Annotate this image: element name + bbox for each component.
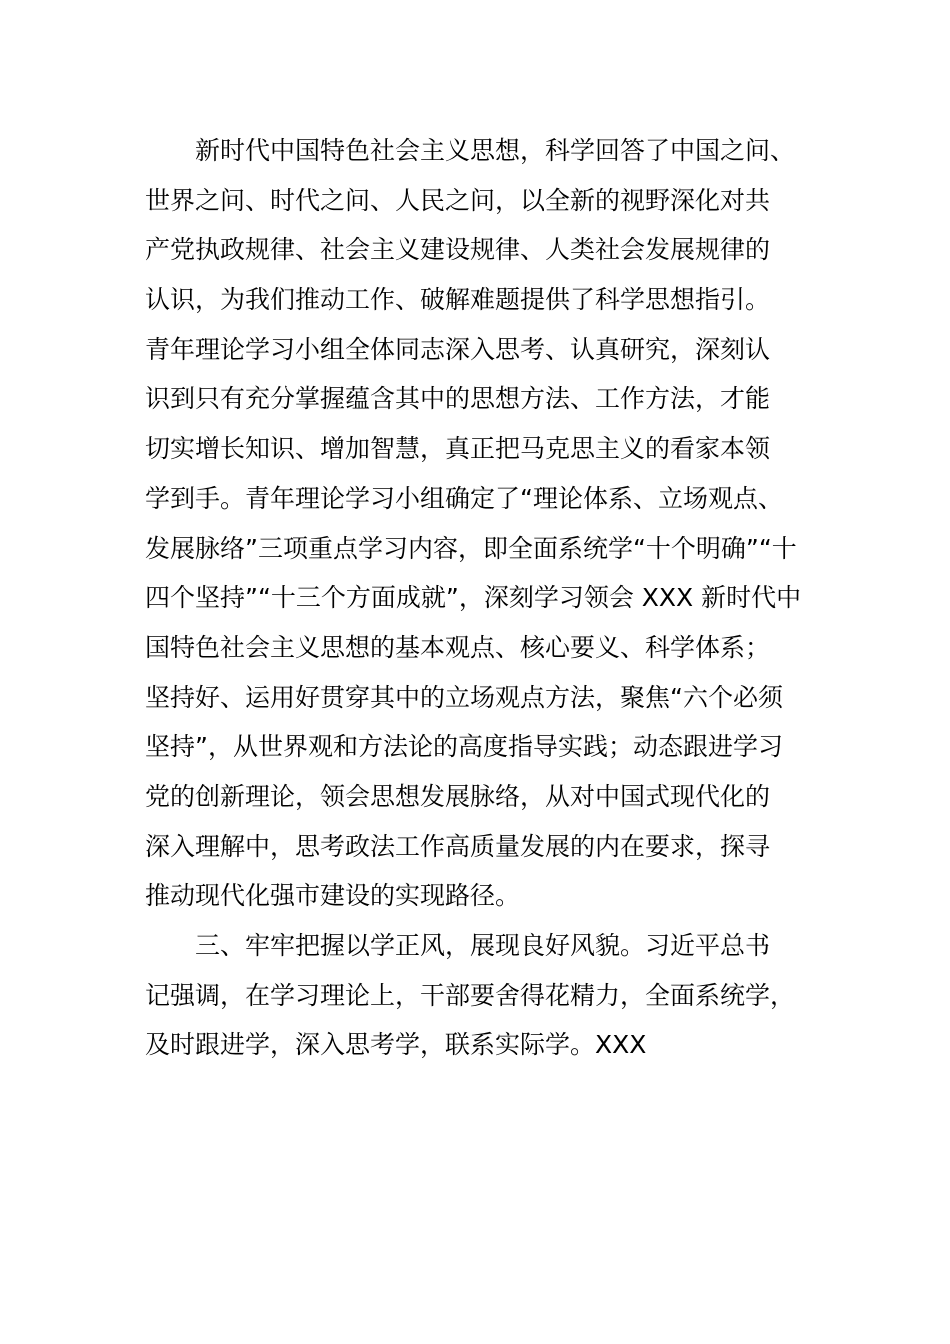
paragraph-1-line-1: 新时代中国特色社会主义思想，科学回答了中国之问、 xyxy=(195,136,796,165)
paragraph-2-line-2: 记强调，在学习理论上，干部要舍得花精力，全面系统学， xyxy=(145,980,796,1010)
paragraph-1-line-14: 党的创新理论，领会思想发展脉络，从对中国式现代化的 xyxy=(145,781,771,811)
paragraph-1-line-6: 识到只有充分掌握蕴含其中的思想方法、工作方法，才能 xyxy=(145,384,771,414)
paragraph-1-line-8: 学到手。青年理论学习小组确定了“理论体系、立场观点、 xyxy=(145,483,783,513)
paragraph-1-line-5: 青年理论学习小组全体同志深入思考、认真研究，深刻认 xyxy=(145,334,771,364)
paragraph-1-line-15: 深入理解中，思考政法工作高质量发展的内在要求，探寻 xyxy=(145,831,771,861)
paragraph-1-line-12: 坚持好、运用好贯穿其中的立场观点方法，聚焦“六个必须 xyxy=(145,682,783,712)
paragraph-2-line-1: 三、牢牢把握以学正风，展现良好风貌。习近平总书 xyxy=(195,931,771,960)
paragraph-1-line-9: 发展脉络”三项重点学习内容，即全面系统学“十个明确”“十 xyxy=(145,533,797,563)
paragraph-2-line-3: 及时跟进学，深入思考学，联系实际学。XXX xyxy=(145,1030,647,1060)
paragraph-1-line-10: 四个坚持”“十三个方面成就”，深刻学习领会 XXX 新时代中 xyxy=(145,583,802,613)
paragraph-1-line-4: 认识，为我们推动工作、破解难题提供了科学思想指引。 xyxy=(145,285,771,315)
body-text xyxy=(145,126,813,1070)
paragraph-1-line-2: 世界之问、时代之问、人民之问，以全新的视野深化对共 xyxy=(145,185,771,215)
paragraph-1-line-3: 产党执政规律、社会主义建设规律、人类社会发展规律的 xyxy=(145,235,771,265)
paragraph-1-line-13: 坚持”，从世界观和方法论的高度指导实践；动态跟进学习 xyxy=(145,732,783,762)
paragraph-1-line-16: 推动现代化强市建设的实现路径。 xyxy=(145,881,521,911)
paragraph-1-line-11: 国特色社会主义思想的基本观点、核心要义、科学体系； xyxy=(145,632,771,662)
paragraph-1-line-7: 切实增长知识、增加智慧，真正把马克思主义的看家本领 xyxy=(145,434,771,464)
